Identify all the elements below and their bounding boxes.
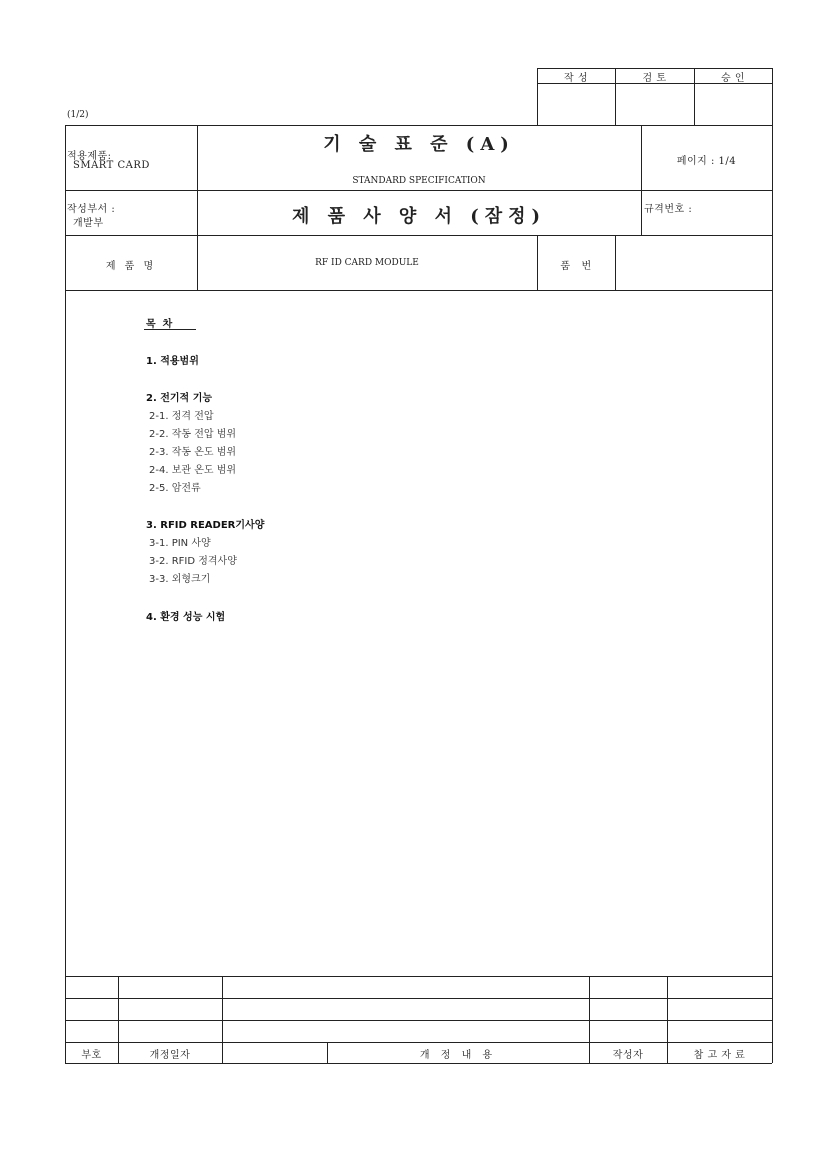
toc-section-2: 2. 전기적 기능 <box>146 393 213 404</box>
product-label: 적용제품: <box>67 151 112 162</box>
revision-col-reference: 참 고 자 료 <box>693 1050 746 1061</box>
revision-col-date: 개정일자 <box>149 1050 191 1061</box>
toc-section-1: 1. 적용범위 <box>146 356 199 367</box>
spec-title: 제 품 사 양 서 (잠정) <box>291 206 547 227</box>
revision-col-content: 개 정 내 용 <box>419 1050 497 1061</box>
product-value: SMART CARD <box>73 160 150 171</box>
toc-item: 2-1. 정격 전압 <box>149 411 214 422</box>
toc-section-3: 3. RFID READER기사양 <box>146 520 265 531</box>
toc-item: 3-1. PIN 사양 <box>149 538 211 549</box>
revision-col-no: 부호 <box>81 1050 102 1061</box>
part-number-label: 품 번 <box>560 261 592 272</box>
approval-header-review: 검 토 <box>642 73 667 84</box>
document-title: 기 술 표 준 (A) <box>323 134 515 155</box>
approval-header-approve: 승 인 <box>721 73 745 84</box>
product-name-value: RF ID CARD MODULE <box>315 258 419 268</box>
document-subtitle: STANDARD SPECIFICATION <box>352 176 486 186</box>
toc-heading: 목 차 <box>146 319 173 330</box>
std-no-label: 규격번호 : <box>644 204 693 215</box>
revision-col-author: 작성자 <box>612 1050 644 1061</box>
product-name-label: 제 품 명 <box>105 261 157 272</box>
dept-value: 개발부 <box>73 218 104 229</box>
approval-header-author: 작 성 <box>564 73 588 84</box>
toc-item: 2-5. 암전류 <box>149 483 201 494</box>
toc-item: 2-3. 작동 온도 범위 <box>149 447 237 458</box>
dept-label: 작성부서 : <box>67 204 116 215</box>
toc-item: 3-3. 외형크기 <box>149 574 211 585</box>
toc-item: 2-4. 보관 온도 범위 <box>149 465 237 476</box>
page-count: (1/2) <box>67 110 89 120</box>
toc-section-4: 4. 환경 성능 시험 <box>146 612 226 623</box>
toc-item: 2-2. 작동 전압 범위 <box>149 429 237 440</box>
page-info: 페이지 : 1/4 <box>676 156 737 167</box>
toc-item: 3-2. RFID 정격사양 <box>149 556 237 567</box>
